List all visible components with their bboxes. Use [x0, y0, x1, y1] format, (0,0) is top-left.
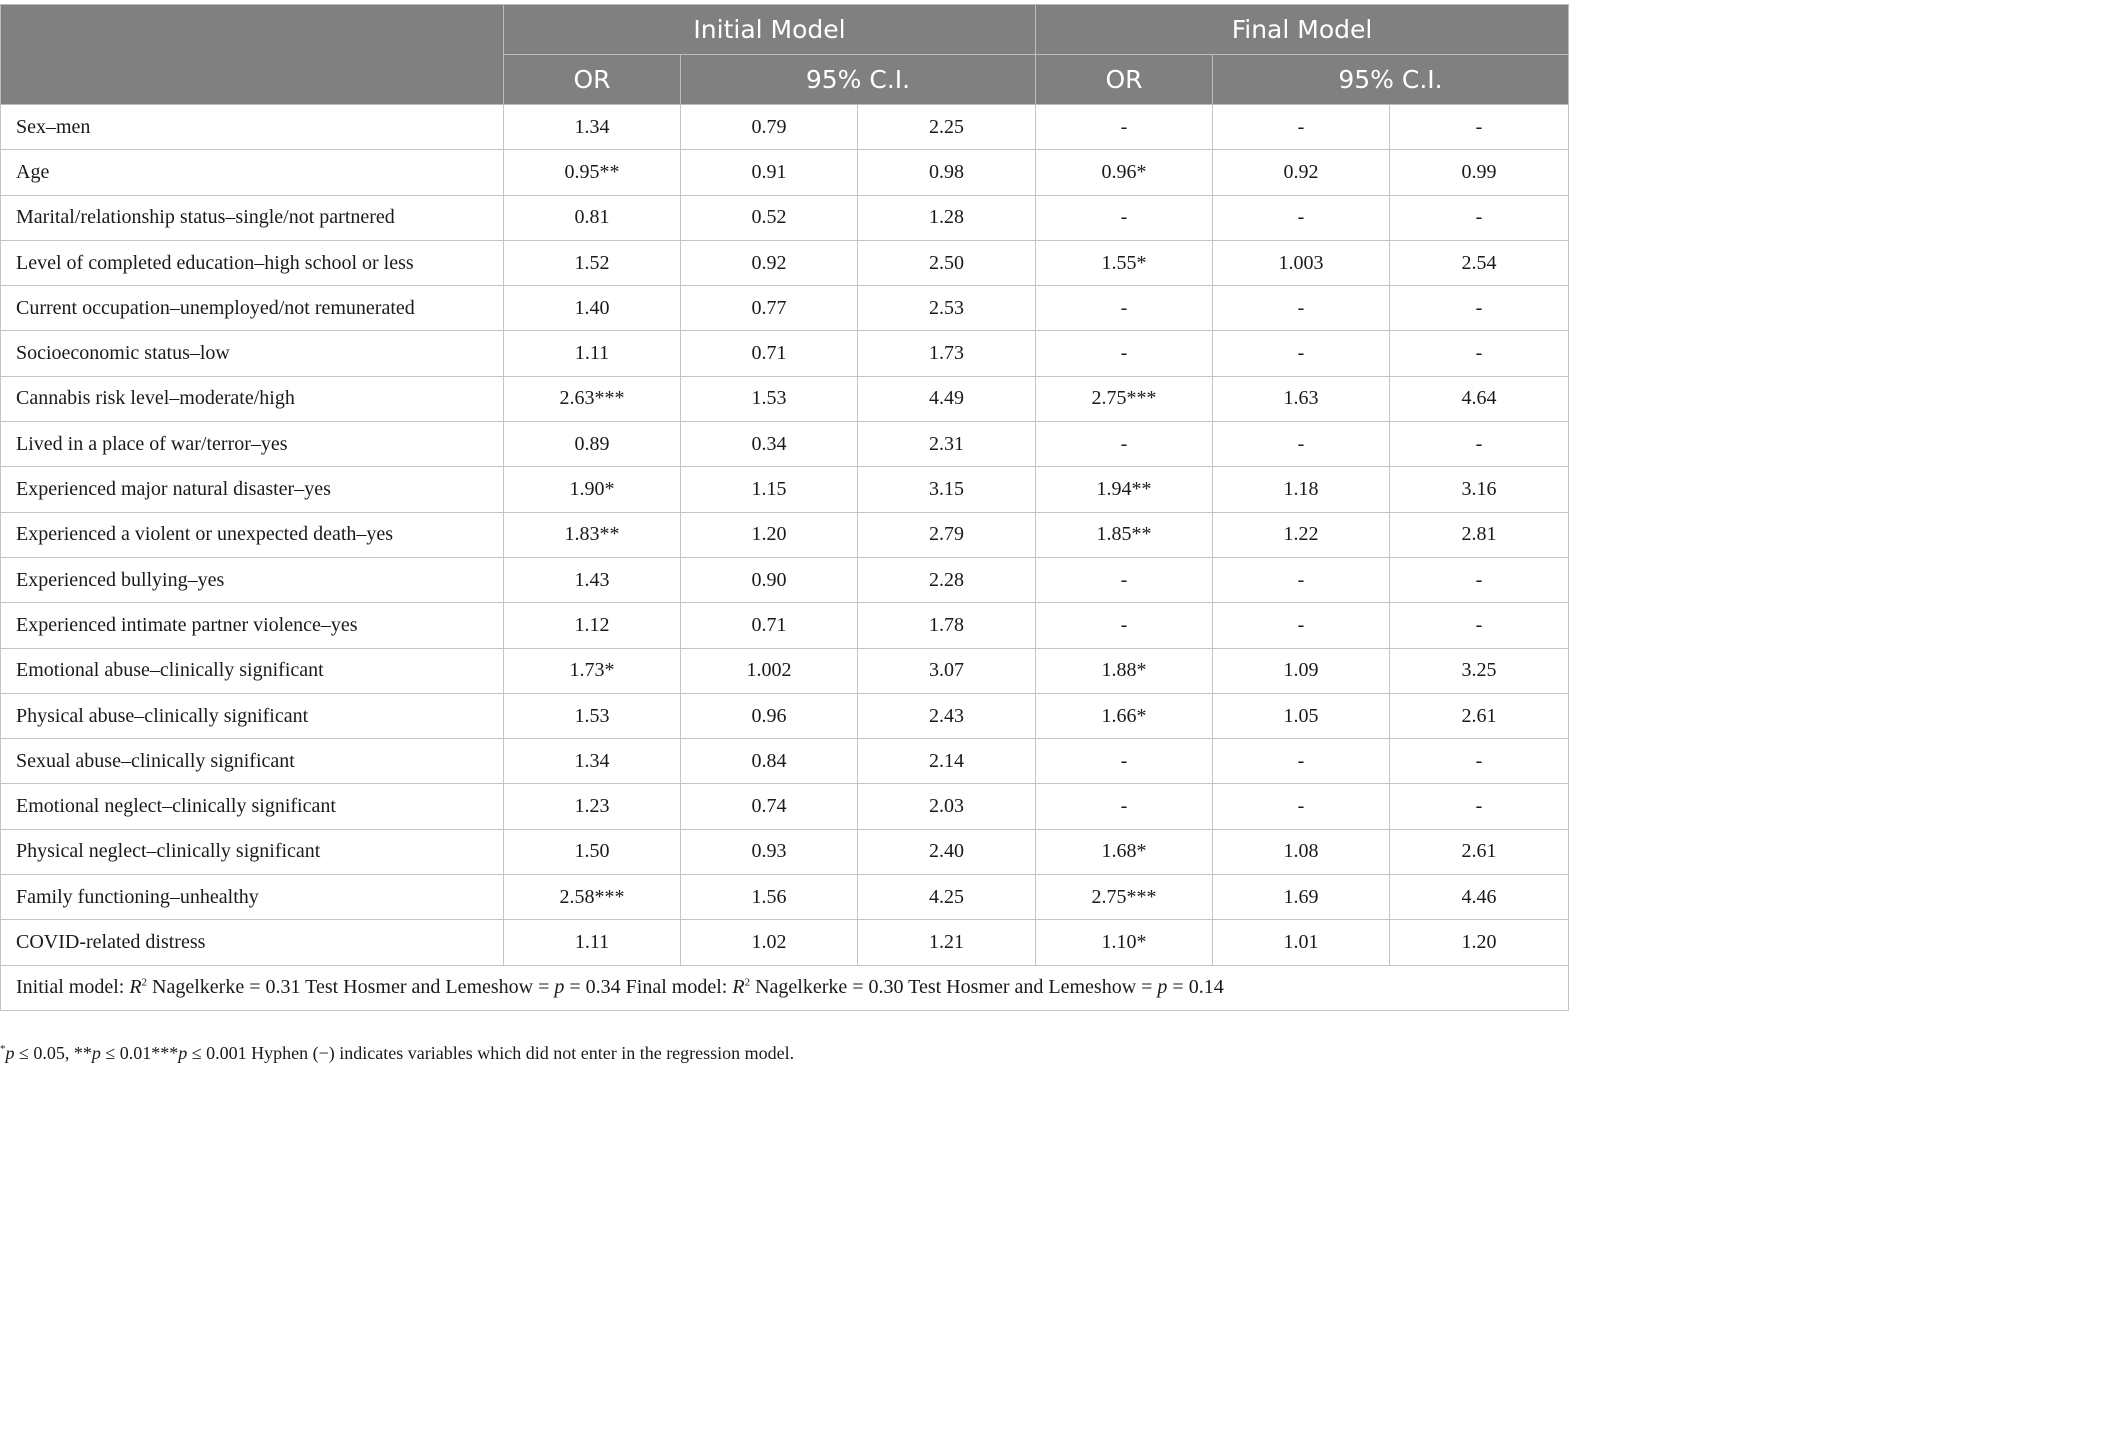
footnote-t1: ≤ 0.05, **	[14, 1043, 92, 1063]
table-row	[1, 286, 1569, 331]
header-final-model: Final Model	[1036, 5, 1569, 55]
final-ci-low-cell: -	[1213, 331, 1390, 376]
initial-ci-high-cell: 2.50	[858, 240, 1036, 285]
final-ci-low-cell: -	[1213, 286, 1390, 331]
initial-or-cell: 1.40	[504, 286, 681, 331]
final-or-cell: -	[1036, 195, 1213, 240]
initial-ci-low-cell: 0.77	[681, 286, 858, 331]
final-ci-high-cell: -	[1390, 331, 1569, 376]
final-ci-low-cell: 1.18	[1213, 467, 1390, 512]
initial-ci-low-cell: 0.71	[681, 331, 858, 376]
initial-or-cell: 1.83**	[504, 512, 681, 557]
table-row	[1, 467, 1569, 512]
final-ci-high-cell: 3.25	[1390, 648, 1569, 693]
row-label-cell: Experienced a violent or unexpected death–yes	[1, 512, 504, 557]
model-note-row	[1, 965, 1569, 1010]
row-label-cell: Marital/relationship status–single/not partnered	[1, 195, 504, 240]
final-or-cell: -	[1036, 105, 1213, 150]
initial-ci-high-cell: 4.25	[858, 875, 1036, 920]
final-ci-low-cell: 1.09	[1213, 648, 1390, 693]
initial-ci-high-cell: 4.49	[858, 376, 1036, 421]
initial-ci-high-cell: 2.31	[858, 422, 1036, 467]
table-row	[1, 557, 1569, 602]
final-or-cell: 1.88*	[1036, 648, 1213, 693]
final-ci-low-cell: 1.01	[1213, 920, 1390, 965]
initial-ci-low-cell: 0.34	[681, 422, 858, 467]
final-or-cell: -	[1036, 739, 1213, 784]
final-or-cell: -	[1036, 784, 1213, 829]
footnote-p: p	[5, 1043, 15, 1063]
final-or-cell: -	[1036, 286, 1213, 331]
final-ci-high-cell: 3.16	[1390, 467, 1569, 512]
final-ci-low-cell: 1.003	[1213, 240, 1390, 285]
row-label-cell: Emotional neglect–clinically significant	[1, 784, 504, 829]
final-ci-high-cell: 1.20	[1390, 920, 1569, 965]
final-ci-high-cell: -	[1390, 422, 1569, 467]
regression-table	[0, 4, 1569, 1011]
note-initial-prefix: Initial model:	[16, 976, 130, 999]
initial-or-cell: 1.12	[504, 603, 681, 648]
final-ci-high-cell: -	[1390, 784, 1569, 829]
initial-ci-high-cell: 1.21	[858, 920, 1036, 965]
initial-ci-low-cell: 1.15	[681, 467, 858, 512]
table-body	[1, 105, 1569, 966]
initial-or-cell: 1.73*	[504, 648, 681, 693]
final-or-cell: 1.68*	[1036, 829, 1213, 874]
table-row	[1, 512, 1569, 557]
note-initial-p: = 0.34 Final model:	[564, 976, 733, 999]
initial-or-cell: 2.58***	[504, 875, 681, 920]
initial-or-cell: 1.43	[504, 557, 681, 602]
header-initial-model: Initial Model	[504, 5, 1036, 55]
final-ci-low-cell: -	[1213, 195, 1390, 240]
footnote-asterisk: *	[0, 1043, 6, 1055]
initial-ci-high-cell: 1.28	[858, 195, 1036, 240]
row-label-cell: Current occupation–unemployed/not remunerated	[1, 286, 504, 331]
final-or-cell: 1.85**	[1036, 512, 1213, 557]
final-ci-low-cell: 1.08	[1213, 829, 1390, 874]
final-ci-high-cell: -	[1390, 739, 1569, 784]
final-or-cell: 1.94**	[1036, 467, 1213, 512]
final-ci-low-cell: -	[1213, 784, 1390, 829]
final-ci-high-cell: 4.46	[1390, 875, 1569, 920]
initial-or-cell: 1.34	[504, 739, 681, 784]
row-label-cell: Experienced major natural disaster–yes	[1, 467, 504, 512]
note-r-symbol: R	[129, 976, 142, 999]
initial-ci-low-cell: 1.02	[681, 920, 858, 965]
initial-ci-high-cell: 1.73	[858, 331, 1036, 376]
initial-or-cell: 2.63***	[504, 376, 681, 421]
row-label-cell: Sexual abuse–clinically significant	[1, 739, 504, 784]
final-ci-high-cell: 2.81	[1390, 512, 1569, 557]
final-or-cell: 2.75***	[1036, 376, 1213, 421]
final-ci-low-cell: -	[1213, 739, 1390, 784]
footnote-p: p	[178, 1043, 188, 1063]
initial-ci-low-cell: 0.79	[681, 105, 858, 150]
note-r-symbol: R	[732, 976, 745, 999]
header-initial-ci: 95% C.I.	[681, 55, 1036, 105]
final-ci-low-cell: -	[1213, 422, 1390, 467]
initial-ci-high-cell: 2.40	[858, 829, 1036, 874]
final-or-cell: 1.55*	[1036, 240, 1213, 285]
table-row	[1, 829, 1569, 874]
final-or-cell: 1.10*	[1036, 920, 1213, 965]
table-row	[1, 693, 1569, 738]
row-label-cell: Family functioning–unhealthy	[1, 875, 504, 920]
initial-or-cell: 1.90*	[504, 467, 681, 512]
header-final-or: OR	[1036, 55, 1213, 105]
table-row	[1, 150, 1569, 195]
row-label-cell: Lived in a place of war/terror–yes	[1, 422, 504, 467]
note-p-symbol: p	[1157, 976, 1168, 999]
row-label-cell: Level of completed education–high school or less	[1, 240, 504, 285]
final-or-cell: 1.66*	[1036, 693, 1213, 738]
initial-ci-high-cell: 2.79	[858, 512, 1036, 557]
table-row	[1, 603, 1569, 648]
row-label-cell: Physical abuse–clinically significant	[1, 693, 504, 738]
final-or-cell: -	[1036, 331, 1213, 376]
table-row	[1, 105, 1569, 150]
header-variable	[1, 5, 504, 105]
final-ci-high-cell: -	[1390, 557, 1569, 602]
row-label-cell: Cannabis risk level–moderate/high	[1, 376, 504, 421]
row-label-cell: Experienced bullying–yes	[1, 557, 504, 602]
header-initial-or: OR	[504, 55, 681, 105]
header-final-ci: 95% C.I.	[1213, 55, 1569, 105]
initial-ci-low-cell: 1.002	[681, 648, 858, 693]
initial-ci-low-cell: 0.74	[681, 784, 858, 829]
final-ci-low-cell: -	[1213, 603, 1390, 648]
final-ci-low-cell: -	[1213, 557, 1390, 602]
table-row	[1, 240, 1569, 285]
footnote-t3: ≤ 0.001 Hyphen (−) indicates variables which did not enter in the regression model.	[187, 1043, 795, 1063]
row-label-cell: Experienced intimate partner violence–yes	[1, 603, 504, 648]
final-or-cell: 0.96*	[1036, 150, 1213, 195]
table-row	[1, 648, 1569, 693]
final-ci-low-cell: 0.92	[1213, 150, 1390, 195]
note-r-squared: 2	[141, 976, 148, 989]
initial-ci-low-cell: 0.96	[681, 693, 858, 738]
row-label-cell: Emotional abuse–clinically significant	[1, 648, 504, 693]
final-ci-high-cell: 2.61	[1390, 693, 1569, 738]
initial-ci-high-cell: 3.15	[858, 467, 1036, 512]
note-r-squared: 2	[744, 976, 751, 989]
final-ci-low-cell: 1.69	[1213, 875, 1390, 920]
footnote-p: p	[91, 1043, 101, 1063]
table-row	[1, 422, 1569, 467]
table-row	[1, 331, 1569, 376]
initial-ci-low-cell: 0.90	[681, 557, 858, 602]
final-or-cell: -	[1036, 557, 1213, 602]
initial-ci-low-cell: 1.56	[681, 875, 858, 920]
initial-ci-high-cell: 2.28	[858, 557, 1036, 602]
final-ci-high-cell: -	[1390, 105, 1569, 150]
initial-or-cell: 1.52	[504, 240, 681, 285]
note-final-text: Nagelkerke = 0.30 Test Hosmer and Lemeshow =	[750, 976, 1158, 999]
note-initial-text: Nagelkerke = 0.31 Test Hosmer and Lemeshow =	[147, 976, 555, 999]
final-ci-low-cell: 1.22	[1213, 512, 1390, 557]
initial-ci-low-cell: 0.52	[681, 195, 858, 240]
initial-or-cell: 0.89	[504, 422, 681, 467]
initial-or-cell: 1.50	[504, 829, 681, 874]
header-row-groups	[1, 5, 1569, 55]
note-p-symbol: p	[554, 976, 565, 999]
table-row	[1, 195, 1569, 240]
table-row	[1, 920, 1569, 965]
initial-or-cell: 1.34	[504, 105, 681, 150]
row-label-cell: Sex–men	[1, 105, 504, 150]
initial-ci-low-cell: 0.92	[681, 240, 858, 285]
initial-or-cell: 1.11	[504, 331, 681, 376]
initial-ci-high-cell: 2.53	[858, 286, 1036, 331]
initial-ci-low-cell: 0.84	[681, 739, 858, 784]
initial-ci-low-cell: 1.20	[681, 512, 858, 557]
row-label-cell: Physical neglect–clinically significant	[1, 829, 504, 874]
final-ci-low-cell: -	[1213, 105, 1390, 150]
row-label-cell: Socioeconomic status–low	[1, 331, 504, 376]
initial-or-cell: 1.53	[504, 693, 681, 738]
final-ci-high-cell: -	[1390, 603, 1569, 648]
significance-footnote	[0, 1043, 794, 1064]
initial-ci-low-cell: 0.91	[681, 150, 858, 195]
initial-ci-low-cell: 0.71	[681, 603, 858, 648]
final-ci-high-cell: 2.54	[1390, 240, 1569, 285]
initial-ci-high-cell: 3.07	[858, 648, 1036, 693]
initial-ci-low-cell: 1.53	[681, 376, 858, 421]
initial-ci-high-cell: 2.25	[858, 105, 1036, 150]
initial-or-cell: 1.23	[504, 784, 681, 829]
final-ci-high-cell: 4.64	[1390, 376, 1569, 421]
row-label-cell: Age	[1, 150, 504, 195]
initial-or-cell: 1.11	[504, 920, 681, 965]
final-or-cell: 2.75***	[1036, 875, 1213, 920]
note-final-p: = 0.14	[1167, 976, 1224, 999]
regression-table-container	[0, 4, 1568, 1011]
table-row	[1, 739, 1569, 784]
model-note	[1, 965, 1569, 1010]
final-ci-low-cell: 1.63	[1213, 376, 1390, 421]
final-ci-high-cell: -	[1390, 286, 1569, 331]
final-ci-high-cell: -	[1390, 195, 1569, 240]
final-ci-high-cell: 0.99	[1390, 150, 1569, 195]
final-ci-high-cell: 2.61	[1390, 829, 1569, 874]
initial-or-cell: 0.81	[504, 195, 681, 240]
row-label-cell: COVID-related distress	[1, 920, 504, 965]
initial-or-cell: 0.95**	[504, 150, 681, 195]
initial-ci-high-cell: 0.98	[858, 150, 1036, 195]
final-or-cell: -	[1036, 603, 1213, 648]
initial-ci-high-cell: 2.03	[858, 784, 1036, 829]
final-or-cell: -	[1036, 422, 1213, 467]
initial-ci-high-cell: 2.14	[858, 739, 1036, 784]
table-row	[1, 784, 1569, 829]
footnote-t2: ≤ 0.01***	[100, 1043, 179, 1063]
initial-ci-low-cell: 0.93	[681, 829, 858, 874]
table-row	[1, 875, 1569, 920]
final-ci-low-cell: 1.05	[1213, 693, 1390, 738]
table-row	[1, 376, 1569, 421]
initial-ci-high-cell: 1.78	[858, 603, 1036, 648]
initial-ci-high-cell: 2.43	[858, 693, 1036, 738]
